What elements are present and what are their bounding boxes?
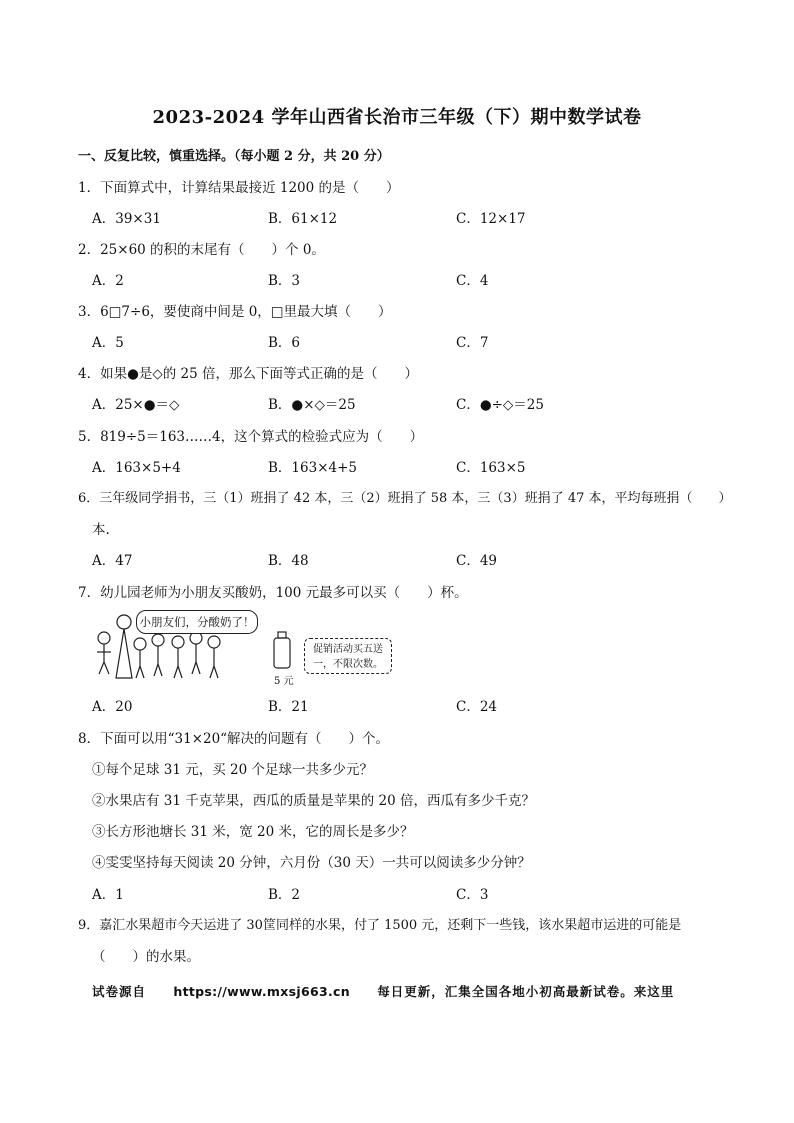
- option-a: A．1: [92, 887, 124, 903]
- option-c: C．163×5: [456, 460, 526, 476]
- question-3: 3．6□7÷6，要使商中间是 0，□里最大填（ ）: [78, 304, 392, 320]
- option-b: B．3: [268, 273, 301, 289]
- option-a: A．163×5+4: [92, 460, 181, 476]
- footer-source: 试卷源自: [92, 984, 147, 999]
- question-6: 6．三年级同学捐书，三（1）班捐了 42 本，三（2）班捐了 58 本，三（3）班捐了 47 本，平均每班捐（ ）: [78, 491, 732, 506]
- question-2: 2．25×60 的积的末尾有（ ）个 0。: [78, 242, 325, 258]
- option-a: A．39×31: [92, 211, 161, 227]
- question-8-item-4: ④雯雯坚持每天阅读 20 分钟，六月份（30 天）一共可以阅读多少分钟？: [92, 855, 531, 871]
- option-b: B．6: [268, 335, 301, 351]
- option-a: A．47: [92, 553, 133, 569]
- options-2: [92, 269, 652, 289]
- option-c: C．●÷◇＝25: [456, 397, 544, 413]
- yogurt-illustration: [92, 608, 412, 686]
- options-7: [92, 695, 652, 715]
- option-b: B．●×◇＝25: [268, 397, 356, 413]
- option-b: B．48: [268, 553, 309, 569]
- question-5: 5．819÷5＝163……4，这个算式的检验式应为（ ）: [78, 429, 424, 445]
- page-title: 2023-2024 学年山西省长治市三年级（下）期中数学试卷: [152, 107, 642, 128]
- section-heading: 一、反复比较，慎重选择。（每小题 2 分，共 20 分）: [78, 149, 390, 164]
- option-a: A．5: [92, 335, 124, 351]
- option-a: A．2: [92, 273, 124, 289]
- option-c: C．7: [456, 335, 489, 351]
- question-1: 1．下面算式中，计算结果最接近 1200 的是（ ）: [78, 180, 400, 196]
- option-a: A．20: [92, 699, 133, 715]
- option-b: B．21: [268, 699, 309, 715]
- options-8: [92, 883, 652, 903]
- price-label: 5 元: [274, 676, 294, 687]
- options-3: [92, 331, 652, 351]
- option-c: C．4: [456, 273, 489, 289]
- question-8-item-1: ①每个足球 31 元，买 20 个足球一共多少元？: [92, 762, 374, 778]
- option-c: C．3: [456, 887, 489, 903]
- promo-box: 促销活动买五送一，不限次数。: [304, 638, 392, 674]
- options-4: [92, 393, 652, 413]
- option-b: B．61×12: [268, 211, 338, 227]
- speech-bubble: 小朋友们，分酸奶了！: [136, 610, 258, 634]
- question-9: 9．嘉汇水果超市今天运进了 30筐同样的水果，付了 1500 元，还剩下一些钱，该水果超市运进的可能是: [78, 918, 682, 933]
- options-6: [92, 549, 652, 569]
- options-1: [92, 207, 652, 227]
- question-8: 8．下面可以用“31×20“解决的问题有（ ）个。: [78, 731, 390, 747]
- option-a: A．25×●＝◇: [92, 397, 180, 413]
- option-b: B．163×4+5: [268, 460, 357, 476]
- question-9-cont: （ ）的水果。: [92, 949, 200, 965]
- option-b: B．2: [268, 887, 301, 903]
- footer-note: 每日更新，汇集全国各地小初高最新试卷。来这里: [377, 984, 675, 999]
- footer: [92, 982, 732, 1000]
- option-c: C．12×17: [456, 211, 526, 227]
- footer-url[interactable]: https://www.mxsj663.cn: [173, 984, 350, 999]
- option-c: C．49: [456, 553, 498, 569]
- question-7: 7．幼儿园老师为小朋友买酸奶，100 元最多可以买（ ）杯。: [78, 585, 468, 601]
- question-8-item-3: ③长方形池塘长 31 米，宽 20 米，它的周长是多少？: [92, 824, 414, 840]
- options-5: [92, 456, 652, 476]
- question-8-item-2: ②水果店有 31 千克苹果，西瓜的质量是苹果的 20 倍，西瓜有多少千克？: [92, 793, 536, 809]
- question-4: 4．如果●是◇的 25 倍，那么下面等式正确的是（ ）: [78, 366, 419, 382]
- option-c: C．24: [456, 699, 498, 715]
- question-6-cont: 本.: [92, 522, 110, 538]
